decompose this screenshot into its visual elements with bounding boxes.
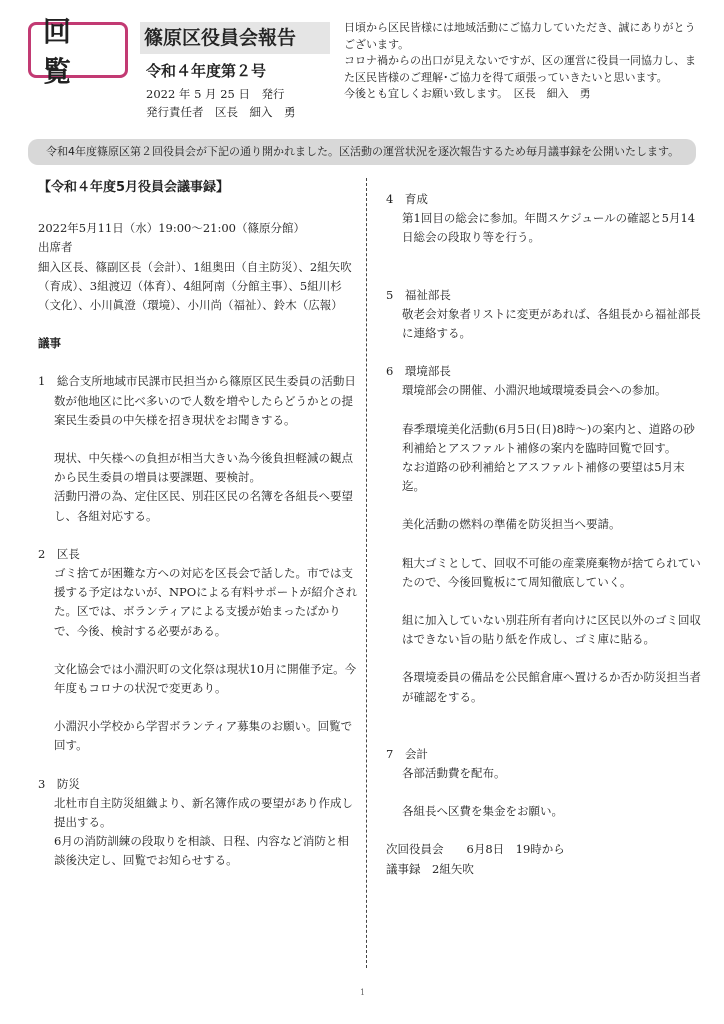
section-4-text: 第1回目の総会に参加。年間スケジュールの確認と5月14日総会の段取り等を行う。 xyxy=(402,211,696,245)
minutes-heading: 【令和４年度5月役員会議事録】 xyxy=(38,180,230,195)
publisher: 発行責任者 区長 細入 勇 xyxy=(146,105,296,119)
section-5-text: 敬老会対象者リストに変更があれば、各組長から福祉部長に連絡する。 xyxy=(402,306,701,341)
publication-info xyxy=(146,85,296,121)
section-1-text: 活動円滑の為、定住区民、別荘区民の名簿を各組長へ要望し、各組対応する。 xyxy=(54,489,353,523)
section-6-text: 粗大ゴミとして、回収不可能の産業廃棄物が捨てられていたので、今後回覧板にて周知徹底していく。 xyxy=(402,555,701,589)
section-2-text: ゴミ捨てが困難な方への対応を区長会で話した。市では支援する予定はないが、NPOによる有料サポートが紹介された。区では、ボランティアによる支援が始まったばかりで、今後、検討する必要がある。 xyxy=(54,566,358,638)
attendees-list: 細入区長、篠副区長（会計）、1組奥田（自主防災）、2組矢吹（育成）、3組渡辺（体育）、4組阿南（分館主事）、5組川杉（文化）、小川眞澄（環境）、小川尚（福祉）、鈴木（広報） xyxy=(38,259,352,313)
publish-date: 2022 年 5 月 25 日 発行 xyxy=(146,87,285,101)
section-3-text: 6月の消防訓練の段取りを相談、日程、内容など消防と相談後決定し、回覧でお知らせする。 xyxy=(54,834,349,868)
section-5-title: 5 福祉部長 xyxy=(386,287,451,302)
minutes-right-column xyxy=(386,190,704,879)
agenda-label: 議事 xyxy=(38,336,61,351)
next-meeting: 次回役員会 6月8日 19時から xyxy=(386,842,565,857)
meeting-datetime: 2022年5月11日（水）19:00～21:00（篠原分館） xyxy=(38,221,305,236)
info-banner: 令和4年度篠原区第２回役員会が下記の通り開かれました。区活動の運営状況を逐次報告するため毎月議事録を公開いたします。 xyxy=(28,139,696,165)
column-divider xyxy=(366,178,367,968)
section-7-text: 各組長へ区費を集金をお願い。 xyxy=(402,804,563,819)
section-6-text: 組に加入していない別荘所有者向けに区民以外のゴミ回収はできない旨の貼り紙を作成し、ゴミ庫に貼る。 xyxy=(402,613,701,647)
greeting-line: コロナ禍からの出口が見えないですが、区の運営に役員一同協力し、また区民皆様のご理解･ご協力を得て頑張っていきたいと思います。 xyxy=(344,54,696,84)
section-7-title: 7 会計 xyxy=(386,746,428,761)
section-2-title: 2 区長 xyxy=(38,546,80,561)
section-4-title: 4 育成 xyxy=(386,192,428,206)
section-6-title: 6 環境部長 xyxy=(386,364,451,379)
section-3-text: 北杜市自主防災組織より、新名簿作成の要望があり作成し提出する。 xyxy=(54,795,353,830)
minutes-left-column xyxy=(38,178,360,871)
greeting-line: 日頃から区民皆様には地域活動にご協力していただき、誠にありがとうございます。 xyxy=(344,21,696,51)
section-6-text: 環境部会の開催、小淵沢地域環境委員会への参加。 xyxy=(402,383,667,398)
greeting-line: 今後とも宜しくお願い致します。 区長 細入 勇 xyxy=(344,87,591,100)
section-1-text: 現状、中矢様への負担が相当大きい為今後負担軽減の観点から民生委員の増員は要課題、要検討。 xyxy=(54,451,353,485)
greeting-text xyxy=(344,20,704,103)
section-2-text: 小淵沢小学校から学習ボランティア募集のお願い。回覧で回す。 xyxy=(54,719,353,753)
section-6-text: 各環境委員の備品を公民館倉庫へ置けるか否か防災担当者が確認をする。 xyxy=(402,670,701,704)
section-6-text: なお道路の砂利補給とアスファルト補修の要望は5月末迄。 xyxy=(402,460,685,494)
circulation-stamp: 回 覧 xyxy=(28,22,128,78)
issue-number: 令和４年度第２号 xyxy=(146,62,267,80)
section-6-text: 春季環境美化活動(6月5日(日)8時～)の案内と、道路の砂利補給とアスファルト補修の案内を臨時回覧で回す。 xyxy=(402,421,695,455)
section-1-title: 1 総合支所地域市民課市民担当から篠原区民生委員の活動日数が他地区に比べ多いので人数を増やしたらどうかとの提案民生委員の中矢様を招き現状をお聞きする。 xyxy=(38,374,356,427)
recorder: 議事録 2組矢吹 xyxy=(386,861,474,876)
section-3-title: 3 防災 xyxy=(38,776,80,791)
page-mark: 1 xyxy=(360,988,366,997)
section-7-text: 各部活動費を配布。 xyxy=(402,766,506,781)
attendees-label: 出席者 xyxy=(38,240,73,255)
section-6-text: 美化活動の燃料の準備を防災担当へ要請。 xyxy=(402,517,621,532)
newsletter-title: 篠原区役員会報告 xyxy=(140,22,330,54)
section-2-text: 文化協会では小淵沢町の文化祭は現状10月に開催予定。今年度もコロナの状況で変更あり。 xyxy=(54,661,357,696)
